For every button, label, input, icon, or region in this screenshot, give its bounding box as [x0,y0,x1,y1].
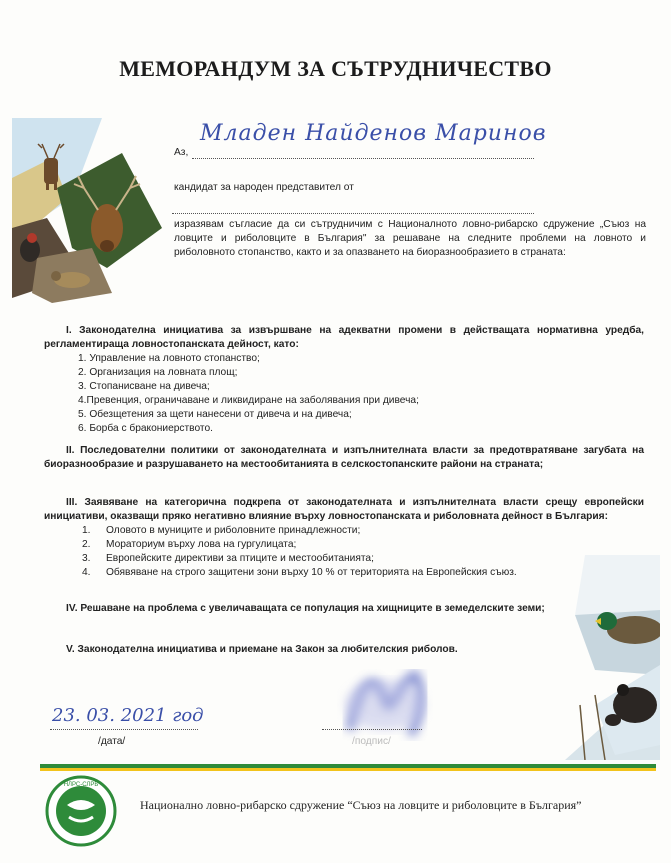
az-label: Аз, [174,147,189,158]
date-label: /дата/ [98,736,126,747]
signature-line [322,727,422,730]
blurred-signature [330,660,440,745]
section-1-heading: I. Законодателна инициатива за извършване на адекватни промени в действащата нормативна уредба, регламентираща ловностопанската дейност, като: [44,325,644,350]
list-item: 1. Управление на ловното стопанство; [78,353,260,364]
list-item: 4. Обявяване на строго защитени зони върху 10 % от територията на Европейския съюз. [82,567,517,578]
list-item: 3. Европейските директиви за птиците и местообитанията; [82,553,374,564]
bird-photo-collage [535,555,660,760]
list-item: 2. Мораториум върху лова на гургулицата; [82,539,297,550]
section-1-list [78,352,419,436]
svg-text:НЛРС-СЛРБ: НЛРС-СЛРБ [63,782,99,788]
list-item: 1. Оловото в муниците и риболовните принадлежности; [82,525,361,536]
list-item: 3. Стопанисване на дивеча; [78,381,210,392]
handwritten-name: Младен Найденов Маринов [200,121,547,146]
list-item: 5. Обезщетения за щети нанесени от дивеча и на дивеча; [78,409,352,420]
organization-logo [45,775,117,847]
date-line [50,727,198,730]
candidate-line: кандидат за народен представител от [174,182,354,193]
list-item: 4.Превенция, ограничаване и ликвидиране на заболявания при дивеча; [78,395,419,406]
document-title: МЕМОРАНДУМ ЗА СЪТРУДНИЧЕСТВО [119,56,552,81]
section-3-list [82,524,517,580]
handwritten-date: 23. 03. 2021 год [52,705,204,726]
section-3-heading: III. Заявяване на категорична подкрепа от законодателната и изпълнителната власти срещу европейски инициативи, оказващи пряко негативно влияние върху ловностопанската и риболовната дейност в България: [44,497,644,522]
footer-yellow-line [40,768,656,771]
section-5-heading: V. Законодателна инициатива и приемане на Закон за любителския риболов. [66,644,458,655]
constituency-line [172,211,534,214]
footer-organization-name: Национално ловно-рибарско сдружение “Съюз на ловците и риболовците в България” [140,798,582,812]
agreement-text: изразявам съгласие да си сътрудничим с Националното ловно-рибарско сдружение „Съюз на ловците и риболовците в България" за решаване на следните проблеми на ловното и риболовното стопанство, както и за опазването на биоразнообразието в страната: [174,219,646,258]
name-line [192,156,534,159]
list-item: 2. Организация на ловната площ; [78,367,238,378]
signature-label: /подпис/ [352,736,391,747]
section-2-heading: II. Последователни политики от законодателната и изпълнителната власти за предотвратяване загубата на биоразнообразие и разрушаването на местообитанията в селскостопанските райони на страната; [44,445,644,470]
list-item: 6. Борба с бракониерството. [78,423,213,434]
wildlife-photo-collage [12,118,172,303]
section-4-heading: IV. Решаване на проблема с увеличаващата се популация на хищниците в земеделските земи; [66,603,545,614]
